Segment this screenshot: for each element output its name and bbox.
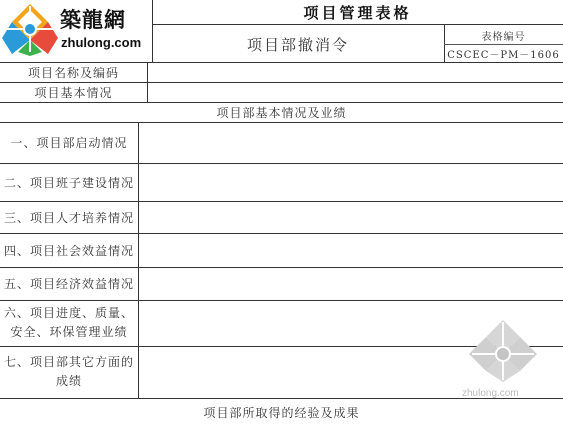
item-launch-label: 一、项目部启动情况	[10, 136, 128, 150]
form-no: CSCEC－PM－1606	[447, 49, 560, 61]
project-basic-info-field[interactable]	[148, 82, 563, 102]
item-team-building-field[interactable]	[139, 163, 563, 201]
item-other-achievements-line2: 成绩	[55, 374, 82, 388]
item-other-achievements-line1: 七、项目部其它方面的	[3, 355, 134, 369]
item-economic-benefit-label: 五、项目经济效益情况	[3, 277, 134, 291]
item-talent-training-label: 三、项目人才培养情况	[3, 210, 134, 225]
section-basic-performance-title: 项目部基本情况及业绩	[216, 105, 347, 120]
item-management-performance-line1: 六、项目进度、质量、	[3, 306, 134, 320]
item-other-achievements-label	[0, 346, 138, 398]
watermark-text: zhulong.com	[462, 388, 519, 399]
project-basic-info-label: 项目基本情况	[34, 85, 113, 100]
item-economic-benefit-field[interactable]	[139, 267, 563, 300]
project-name-code-field[interactable]	[148, 62, 563, 82]
item-launch-field[interactable]	[139, 122, 563, 163]
item-social-benefit-label: 四、项目社会效益情况	[3, 243, 134, 258]
form-title: 项目管理表格	[303, 3, 412, 22]
logo	[0, 0, 152, 56]
item-management-performance-label	[0, 300, 138, 346]
zhulong-logo-icon	[2, 2, 58, 56]
logo-domain: zhulong.com	[61, 35, 142, 50]
item-social-benefit-field[interactable]	[139, 233, 563, 267]
watermark	[458, 318, 550, 402]
item-talent-training-field[interactable]	[139, 201, 563, 233]
logo-name-cn: 築龍網	[60, 7, 126, 32]
item-team-building-label: 二、项目班子建设情况	[3, 175, 134, 190]
project-name-code-label: 项目名称及编码	[27, 65, 119, 80]
watermark-logo-icon	[468, 318, 538, 384]
form-no-label: 表格编号	[481, 31, 526, 43]
doc-title: 项目部撤消令	[246, 35, 349, 54]
section-experience-title: 项目部所取得的经验及成果	[203, 405, 360, 420]
item-management-performance-line2: 安全、环保管理业绩	[10, 325, 128, 339]
